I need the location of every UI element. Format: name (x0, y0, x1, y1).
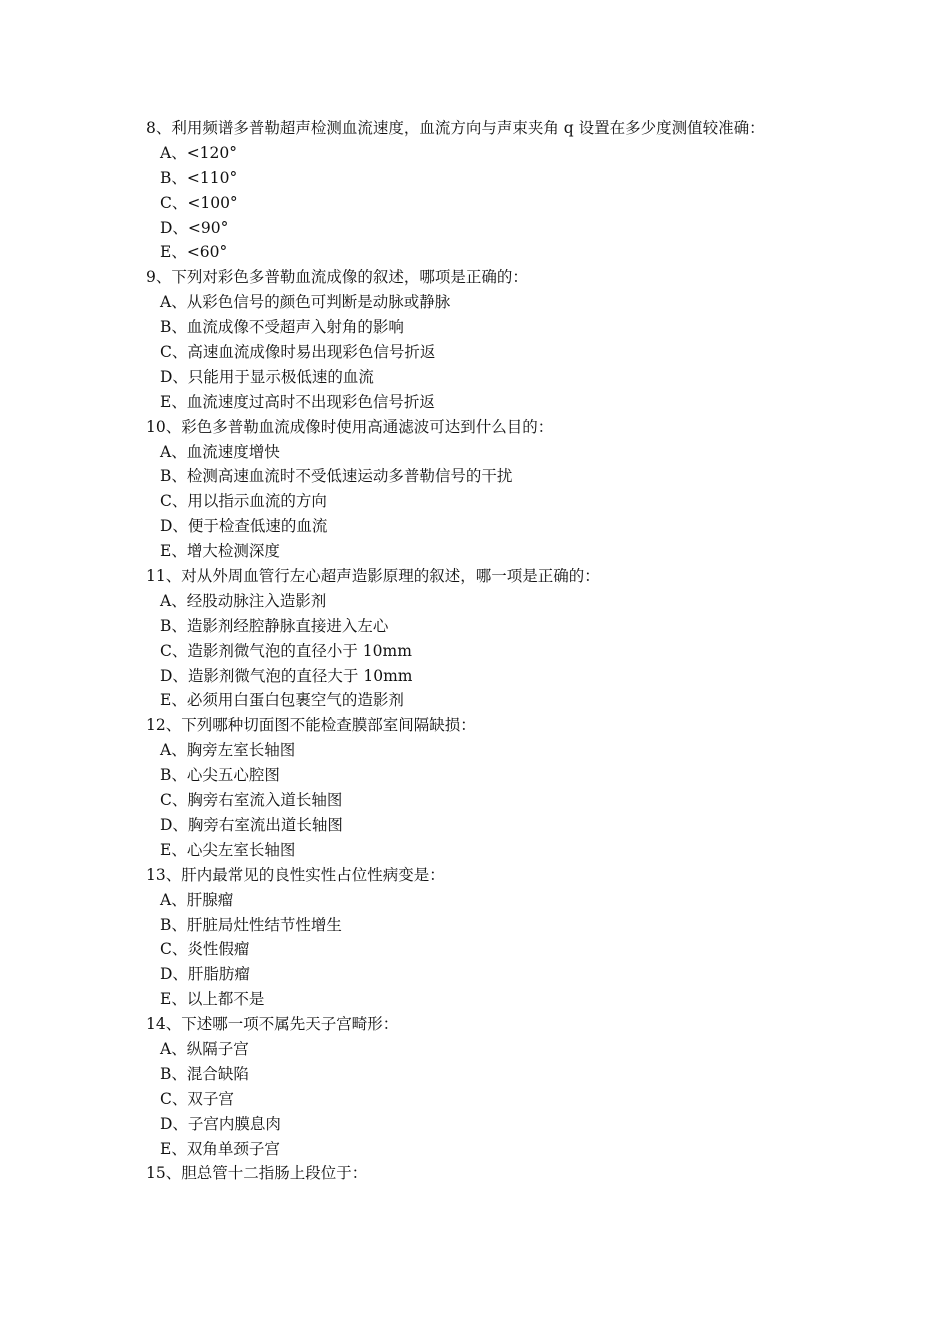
question-stem: 13、肝内最常见的良性实性占位性病变是： (146, 865, 445, 884)
option-d: D、造影剂微气泡的直径大于 10mm (160, 666, 413, 685)
option-a: A、血流速度增快 (160, 442, 280, 461)
option-d: D、<90° (160, 218, 229, 237)
question-13 (146, 863, 826, 1012)
option-b: B、血流成像不受超声入射角的影响 (160, 318, 404, 337)
option-b: B、<110° (160, 168, 238, 187)
question-8 (146, 116, 826, 265)
question-stem: 14、下述哪一项不属先天子宫畸形： (146, 1015, 399, 1034)
option-a: A、肝腺瘤 (160, 890, 234, 909)
question-list (146, 116, 826, 1186)
option-e: E、血流速度过高时不出现彩色信号折返 (160, 392, 435, 411)
option-e: E、增大检测深度 (160, 542, 280, 561)
option-a: A、纵隔子宫 (160, 1039, 249, 1058)
option-d: D、便于检查低速的血流 (160, 517, 328, 536)
option-a: A、胸旁左室长轴图 (160, 741, 296, 760)
option-e: E、以上都不是 (160, 990, 265, 1009)
question-11 (146, 564, 826, 713)
option-d: D、胸旁右室流出道长轴图 (160, 815, 343, 834)
question-stem: 8、利用频谱多普勒超声检测血流速度，血流方向与声束夹角 q 设置在多少度测值较准确： (146, 119, 765, 137)
option-d: D、只能用于显示极低速的血流 (160, 367, 374, 386)
option-c: C、双子宫 (160, 1089, 234, 1108)
question-stem: 11、对从外周血管行左心超声造影原理的叙述，哪一项是正确的： (146, 567, 600, 586)
question-stem: 15、胆总管十二指肠上段位于： (146, 1164, 368, 1183)
option-e: E、必须用白蛋白包裹空气的造影剂 (160, 691, 404, 710)
question-9 (146, 265, 826, 414)
question-12 (146, 713, 826, 862)
question-15 (146, 1161, 826, 1186)
option-a: A、经股动脉注入造影剂 (160, 591, 327, 610)
question-stem: 12、下列哪种切面图不能检查膜部室间隔缺损： (146, 716, 476, 735)
option-c: C、造影剂微气泡的直径小于 10mm (160, 641, 412, 660)
option-e: E、<60° (160, 243, 228, 262)
question-stem: 10、彩色多普勒血流成像时使用高通滤波可达到什么目的： (146, 417, 554, 436)
option-c: C、<100° (160, 193, 238, 212)
option-b: B、肝脏局灶性结节性增生 (160, 915, 342, 934)
option-b: B、造影剂经腔静脉直接进入左心 (160, 616, 389, 635)
option-d: D、子宫内膜息肉 (160, 1114, 281, 1133)
question-10 (146, 415, 826, 564)
option-c: C、胸旁右室流入道长轴图 (160, 791, 343, 810)
option-b: B、混合缺陷 (160, 1064, 249, 1083)
option-c: C、用以指示血流的方向 (160, 492, 327, 511)
option-e: E、心尖左室长轴图 (160, 840, 296, 859)
option-a: A、从彩色信号的颜色可判断是动脉或静脉 (160, 293, 451, 312)
question-stem: 9、下列对彩色多普勒血流成像的叙述，哪项是正确的： (146, 268, 528, 287)
option-b: B、检测高速血流时不受低速运动多普勒信号的干扰 (160, 467, 513, 486)
option-e: E、双角单颈子宫 (160, 1139, 280, 1158)
question-14 (146, 1012, 826, 1161)
option-c: C、炎性假瘤 (160, 940, 250, 959)
option-c: C、高速血流成像时易出现彩色信号折返 (160, 343, 436, 362)
option-b: B、心尖五心腔图 (160, 766, 280, 785)
option-a: A、<120° (160, 143, 238, 162)
option-d: D、肝脂肪瘤 (160, 965, 250, 984)
